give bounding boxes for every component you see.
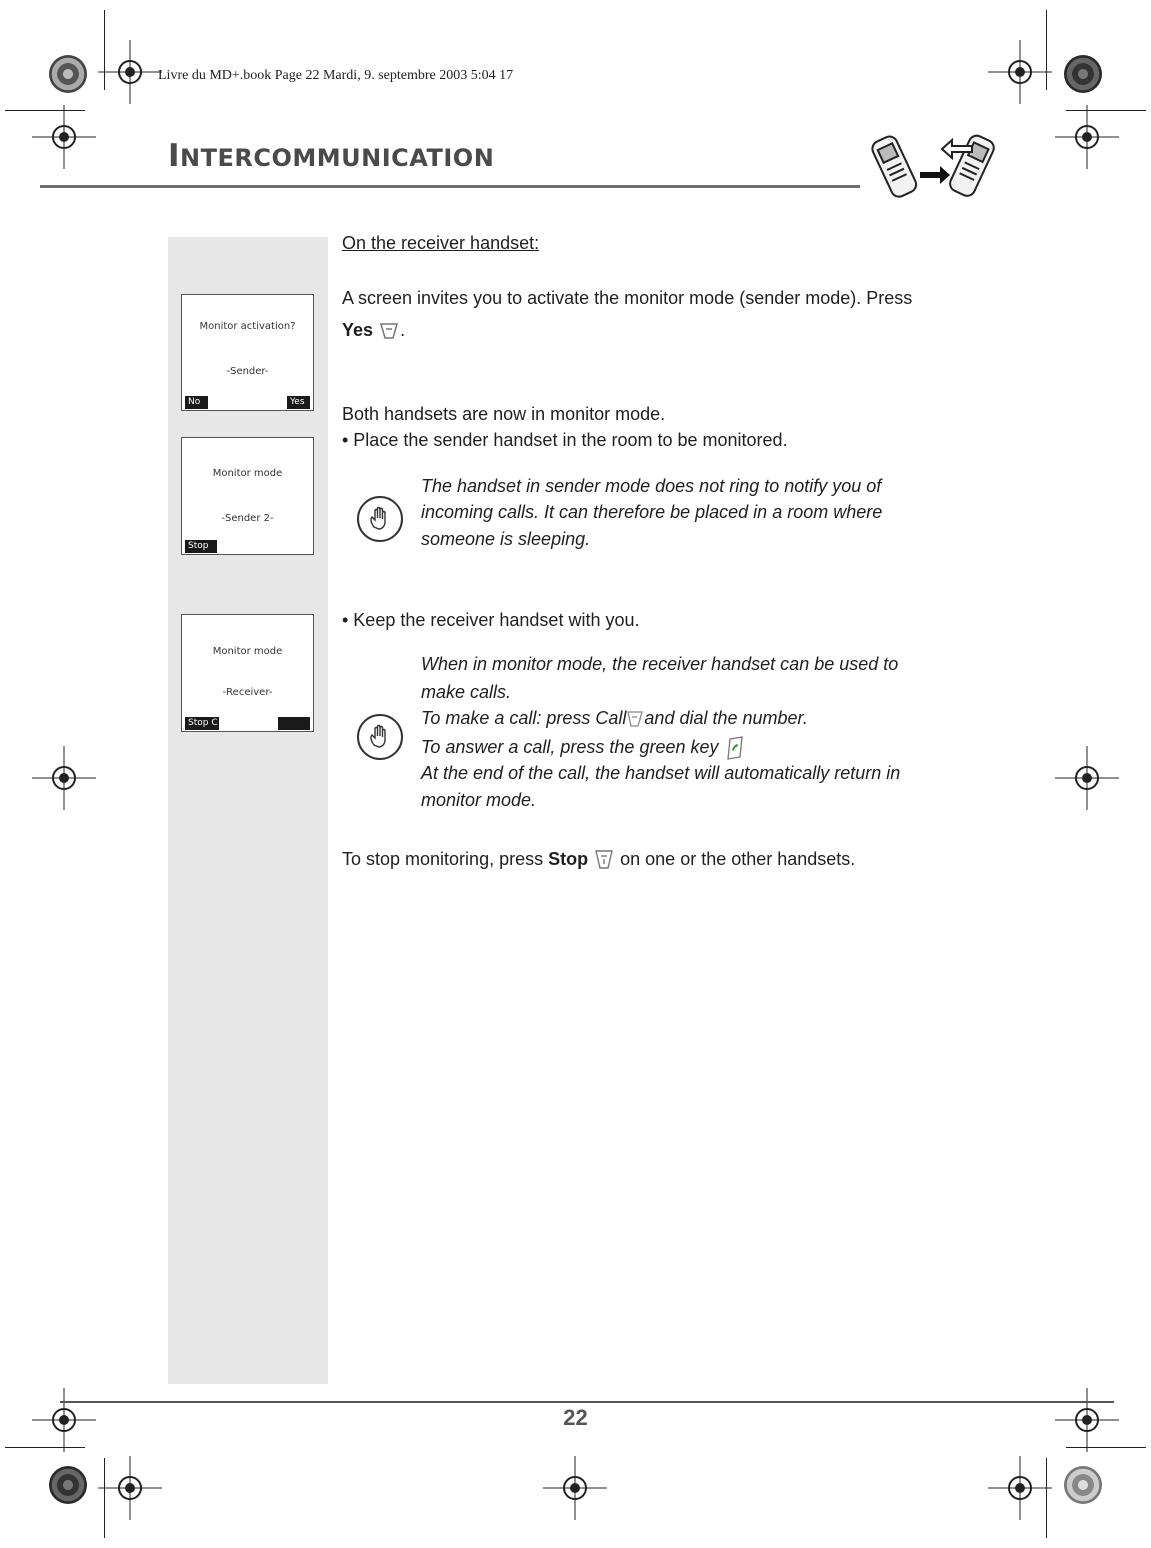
step2-line2: • Place the sender handset in the room to be monitored. <box>342 430 788 450</box>
note2-line4-text: To answer a call, press the green key <box>421 736 719 757</box>
color-rosette-icon <box>1064 55 1102 93</box>
softkey-right <box>278 717 310 730</box>
handset-screen <box>181 437 314 555</box>
stop-suffix: on one or the other handsets. <box>620 848 856 869</box>
registration-mark-icon <box>1055 105 1119 169</box>
softkey-right-icon <box>378 320 400 342</box>
title-initial: I <box>168 138 181 174</box>
hand-note-icon <box>357 496 403 542</box>
hand-note-icon <box>357 714 403 760</box>
note1-line1: The handset in sender mode does not ring to notify you of <box>421 476 882 496</box>
screen-line-1: Monitor mode <box>212 646 283 657</box>
screen-line-1: Monitor mode <box>212 468 283 479</box>
registration-mark-icon <box>98 40 162 104</box>
note2-line3b: and dial the number. <box>644 708 808 728</box>
title-rest: NTERCOMMUNICATION <box>180 144 495 172</box>
color-rosette-icon <box>49 55 87 93</box>
note2-line5: At the end of the call, the handset will automatically return in <box>421 763 901 783</box>
screen-line-2: -Sender 2- <box>221 513 274 524</box>
step1-text: A screen invites you to activate the monitor mode (sender mode). Press <box>342 288 913 308</box>
color-rosette-icon <box>49 1466 87 1504</box>
intercom-handsets-icon <box>868 128 1004 204</box>
page-number: 22 <box>563 1405 588 1430</box>
note2-line4 <box>421 735 746 761</box>
note2-line1: When in monitor mode, the receiver handset can be used to <box>421 654 899 674</box>
handset-screen <box>181 294 314 411</box>
screen-line-1: Monitor activation? <box>199 321 296 332</box>
note1-line2: incoming calls. It can therefore be placed in a room where <box>421 502 883 522</box>
stop-key-label: Stop <box>548 848 589 869</box>
page-title <box>168 138 494 174</box>
footer-rule <box>60 1401 1114 1403</box>
screen-line-2: -Receiver- <box>222 687 273 698</box>
intro-heading: On the receiver handset: <box>342 233 540 253</box>
softkey-left-icon <box>593 848 615 872</box>
registration-mark-icon <box>543 1456 607 1520</box>
step1-key-line <box>342 320 405 342</box>
note2-line3 <box>421 708 808 729</box>
softkey-left: Stop <box>185 540 217 553</box>
registration-mark-icon <box>98 1456 162 1520</box>
step1-suffix: . <box>400 320 406 340</box>
registration-mark-icon <box>32 746 96 810</box>
softkey-left: Stop C <box>185 717 219 730</box>
registration-mark-icon <box>1055 746 1119 810</box>
screen-line-2: -Sender- <box>226 366 269 377</box>
yes-key-label: Yes <box>342 320 374 340</box>
softkey-right: Yes <box>287 396 310 409</box>
running-head: Livre du MD+.book Page 22 Mardi, 9. septembre 2003 5:04 17 <box>158 68 514 83</box>
handset-screen <box>181 614 314 732</box>
color-rosette-icon <box>1064 1466 1102 1504</box>
note2-line6: monitor mode. <box>421 790 537 810</box>
note2-line3a: To make a call: press Call <box>421 708 627 728</box>
stop-line <box>342 848 855 872</box>
step2-line1: Both handsets are now in monitor mode. <box>342 404 666 424</box>
softkey-left-icon <box>626 709 644 729</box>
note2-line2: make calls. <box>421 682 512 702</box>
softkey-left: No <box>185 396 208 409</box>
stop-prefix: To stop monitoring, press <box>342 848 544 869</box>
note1-line3: someone is sleeping. <box>421 529 591 549</box>
title-rule <box>40 185 860 188</box>
green-call-key-icon <box>724 735 746 761</box>
registration-mark-icon <box>988 1456 1052 1520</box>
step3-line1: • Keep the receiver handset with you. <box>342 610 640 630</box>
registration-mark-icon <box>32 105 96 169</box>
registration-mark-icon <box>988 40 1052 104</box>
